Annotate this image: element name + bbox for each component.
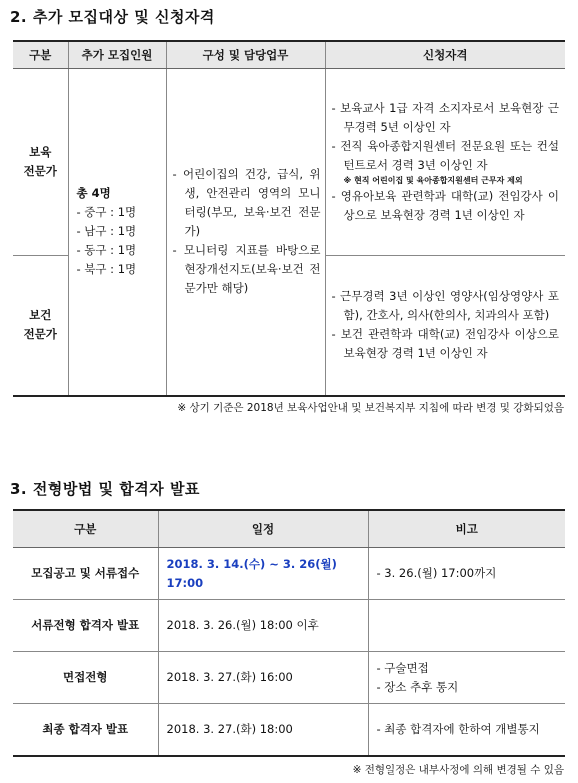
duty-item: - 어린이집의 건강, 급식, 위생, 안전관리 영역의 모니터링(부모, 보육·보건 전문가): [172, 167, 321, 239]
type-health: 보건 전문가: [13, 256, 68, 396]
schedule-date: 2018. 3. 27.(화) 18:00: [158, 704, 368, 757]
header-remarks: 비고: [368, 510, 565, 548]
header-qualifications: 신청자격: [325, 41, 565, 69]
remark-item: - 장소 추후 통지: [376, 679, 459, 694]
schedule-remarks: [368, 600, 565, 652]
header-type: 구분: [13, 510, 158, 548]
remark-item: - 구술면접: [376, 660, 429, 675]
total-count: 총 4명: [76, 186, 111, 201]
schedule-remarks: [368, 652, 565, 704]
qual-item: - 보육교사 1급 자격 소지자로서 보육현장 근무경력 5년 이상인 자: [331, 101, 559, 134]
qual-item: - 근무경력 3년 이상인 영양사(임상영양사 포함), 간호사, 의사(한의사, 치과의사 포함): [331, 289, 559, 323]
region-item: - 동구 : 1명: [76, 243, 137, 258]
qual-childcare-cell: [325, 69, 565, 256]
schedule-date: 2018. 3. 14.(수) ~ 3. 26(월) 17:00: [158, 548, 368, 600]
region-item: - 중구 : 1명: [76, 205, 137, 220]
qual-item: - 영유아보육 관련학과 대학(교) 전임강사 이상으로 보육현장 경력 1년 이상인 자: [331, 189, 559, 222]
region-item: - 남구 : 1명: [76, 224, 137, 239]
schedule-table: [13, 509, 565, 757]
recruit-count-cell: [68, 69, 166, 396]
qual-item-text: - 전직 육아종합지원센터 전문요원 또는 컨설턴트로서 경력 3년 이상인 자: [331, 139, 559, 172]
type-childcare: 보육 전문가: [23, 145, 57, 178]
schedule-date: 2018. 3. 26.(월) 18:00 이후: [158, 600, 368, 652]
header-type: 구분: [13, 41, 68, 69]
qual-health-cell: [325, 256, 565, 396]
schedule-label: 모집공고 및 서류접수: [31, 566, 140, 580]
schedule-label: 최종 합격자 발표: [13, 704, 158, 757]
section3-title: 3. 전형방법 및 합격자 발표: [10, 480, 200, 498]
schedule-remarks: [368, 704, 565, 757]
schedule-date: 2018. 3. 27.(화) 16:00: [158, 652, 368, 704]
qual-item: [332, 137, 560, 187]
schedule-label: 면접전형: [13, 652, 158, 704]
header-schedule: 일정: [158, 510, 368, 548]
recruitment-table: [13, 40, 565, 397]
duties-cell: [166, 69, 325, 396]
schedule-remarks: [368, 548, 565, 600]
criteria-note: ※ 상기 기준은 2018년 보육사업안내 및 보건복지부 지침에 따라 변경 및 강화되었음: [177, 402, 564, 414]
header-duties: 구성 및 담당업무: [166, 41, 325, 69]
remark-item: - 최종 합격자에 한하여 개별통지: [376, 722, 540, 736]
qual-exclusion-note: ※ 현직 어린이집 및 육아종합지원센터 근무자 제외: [343, 176, 523, 185]
qual-item: - 보건 관련학과 대학(교) 전임강사 이상으로 보육현장 경력 1년 이상인 자: [331, 327, 559, 361]
region-item: - 북구 : 1명: [76, 262, 137, 277]
header-count: 추가 모집인원: [68, 41, 166, 69]
schedule-note: ※ 전형일정은 내부사정에 의해 변경될 수 있음: [352, 764, 564, 776]
section2-title: 2. 추가 모집대상 및 신청자격: [10, 8, 215, 26]
remark-item: - 3. 26.(월) 17:00까지: [376, 566, 497, 580]
schedule-label: 서류전형 합격자 발표: [13, 600, 158, 652]
duty-item: - 모니터링 지표를 바탕으로 현장개선지도(보육·보건 전문가만 해당): [172, 243, 321, 296]
